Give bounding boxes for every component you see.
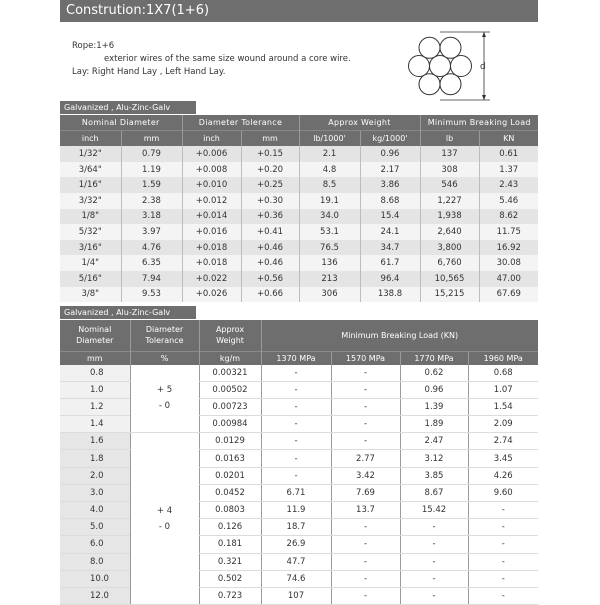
table-cell: 0.0163 xyxy=(199,450,261,467)
table-cell: 0.0129 xyxy=(199,433,261,450)
table-cell: 3/32" xyxy=(60,193,121,209)
table-cell: 1.59 xyxy=(121,177,182,193)
table-cell: 546 xyxy=(420,177,479,193)
table-cell: +0.008 xyxy=(182,162,241,178)
table-cell: 19.1 xyxy=(299,193,360,209)
table-cell: +0.30 xyxy=(241,193,299,209)
table-cell: 9.60 xyxy=(468,484,538,501)
header-approx-weight: Approx Weight xyxy=(299,115,420,131)
table-cell: - xyxy=(331,398,400,415)
table-cell: 5/32" xyxy=(60,224,121,240)
table-cell: 138.8 xyxy=(360,287,420,303)
table-cell: 13.7 xyxy=(331,502,400,519)
unit-cell: 1960 MPa xyxy=(468,351,538,365)
table-cell: 2.38 xyxy=(121,193,182,209)
outer-wire xyxy=(419,37,440,58)
table-cell: - xyxy=(468,570,538,587)
table-cell: 0.181 xyxy=(199,536,261,553)
table-cell: 10.0 xyxy=(60,570,130,587)
table-cell: 26.9 xyxy=(261,536,331,553)
table-row xyxy=(60,146,538,162)
header-min-breaking-load: Minimum Breaking Load xyxy=(420,115,538,131)
table-cell: 3/8" xyxy=(60,287,121,303)
table-cell: 11.75 xyxy=(479,224,538,240)
table-cell: +0.15 xyxy=(241,146,299,162)
table-cell: - xyxy=(261,467,331,484)
table-cell: +0.010 xyxy=(182,177,241,193)
table-cell: 8.68 xyxy=(360,193,420,209)
table-cell: 47.00 xyxy=(479,271,538,287)
table-cell: 1/8" xyxy=(60,209,121,225)
table-cell: 2.09 xyxy=(468,416,538,433)
table-cell: 0.96 xyxy=(400,381,468,398)
table-cell: 4.0 xyxy=(60,502,130,519)
imperial-spec-table xyxy=(60,115,538,302)
table-cell: 6.0 xyxy=(60,536,130,553)
table-cell: 5.0 xyxy=(60,519,130,536)
table-cell: 3/16" xyxy=(60,240,121,256)
table-cell: +0.46 xyxy=(241,255,299,271)
table-cell: - xyxy=(468,519,538,536)
table-cell: - xyxy=(261,450,331,467)
lay-line: Lay: Right Hand Lay , Left Hand Lay. xyxy=(72,67,226,77)
unit-cell: mm xyxy=(60,351,130,365)
table-cell: +0.41 xyxy=(241,224,299,240)
header-diameter-tolerance: Diameter Tolerance xyxy=(130,320,199,351)
table-cell: 1.89 xyxy=(400,416,468,433)
table-cell: - xyxy=(261,365,331,382)
page-title: Constrution:1X7(1+6) xyxy=(60,0,538,22)
unit-cell: 1770 MPa xyxy=(400,351,468,365)
table-cell: 308 xyxy=(420,162,479,178)
table-cell: 3.45 xyxy=(468,450,538,467)
table-cell: 8.5 xyxy=(299,177,360,193)
table1-section-label: Galvanized , Alu-Zinc-Galv xyxy=(60,101,196,114)
table-cell: +0.016 xyxy=(182,224,241,240)
table-cell: 0.96 xyxy=(360,146,420,162)
table-cell: 0.0452 xyxy=(199,484,261,501)
table-cell: 30.08 xyxy=(479,255,538,271)
tolerance-group-cell: + 4 - 0 xyxy=(130,433,199,605)
table-cell: 0.00723 xyxy=(199,398,261,415)
unit-cell: inch xyxy=(60,131,121,147)
table-cell: - xyxy=(261,381,331,398)
table-cell: 15.4 xyxy=(360,209,420,225)
unit-cell: kg/m xyxy=(199,351,261,365)
table-cell: 1,227 xyxy=(420,193,479,209)
units-row xyxy=(60,131,538,147)
table-row xyxy=(60,255,538,271)
table-cell: 3.97 xyxy=(121,224,182,240)
header-approx-weight: Approx Weight xyxy=(199,320,261,351)
table-cell: 3,800 xyxy=(420,240,479,256)
table-cell: 0.502 xyxy=(199,570,261,587)
table-cell: 3.42 xyxy=(331,467,400,484)
table-cell: 1.8 xyxy=(60,450,130,467)
table-cell: 2.0 xyxy=(60,467,130,484)
table-cell: 6,760 xyxy=(420,255,479,271)
table-cell: - xyxy=(331,587,400,604)
table-cell: 0.723 xyxy=(199,587,261,604)
table-cell: 107 xyxy=(261,587,331,604)
table-cell: +0.66 xyxy=(241,287,299,303)
header-diameter-tolerance: Diameter Tolerance xyxy=(182,115,299,131)
table-cell: 0.62 xyxy=(400,365,468,382)
table-cell: 61.7 xyxy=(360,255,420,271)
table-cell: +0.014 xyxy=(182,209,241,225)
outer-wire xyxy=(440,74,461,95)
table-cell: 0.61 xyxy=(479,146,538,162)
table-cell: 2.74 xyxy=(468,433,538,450)
table-cell: +0.012 xyxy=(182,193,241,209)
construction-description xyxy=(72,40,351,79)
table-cell: 67.69 xyxy=(479,287,538,303)
unit-cell: % xyxy=(130,351,199,365)
header-min-breaking-load: Minimum Breaking Load (KN) xyxy=(261,320,538,351)
table-cell: +0.018 xyxy=(182,240,241,256)
table-cell: 137 xyxy=(420,146,479,162)
dimension-label: d xyxy=(480,62,486,72)
table-cell: 1,938 xyxy=(420,209,479,225)
table-cell: - xyxy=(261,433,331,450)
table-cell: 2,640 xyxy=(420,224,479,240)
table-cell: 1.2 xyxy=(60,398,130,415)
table-cell: 0.0201 xyxy=(199,467,261,484)
outer-wire xyxy=(440,37,461,58)
metric-spec-table xyxy=(60,320,538,605)
table-cell: 1.0 xyxy=(60,381,130,398)
table-cell: 34.7 xyxy=(360,240,420,256)
table-cell: - xyxy=(400,519,468,536)
table-cell: - xyxy=(331,381,400,398)
table-cell: 24.1 xyxy=(360,224,420,240)
table-cell: - xyxy=(468,536,538,553)
table-cell: 0.8 xyxy=(60,365,130,382)
table-row xyxy=(60,287,538,303)
table-cell: +0.46 xyxy=(241,240,299,256)
table-cell: 8.62 xyxy=(479,209,538,225)
table-cell: 1.54 xyxy=(468,398,538,415)
table-cell: - xyxy=(468,553,538,570)
table-cell: 6.71 xyxy=(261,484,331,501)
table-cell: 1.4 xyxy=(60,416,130,433)
outer-wire xyxy=(451,56,472,77)
table-cell: 15.42 xyxy=(400,502,468,519)
unit-cell: KN xyxy=(479,131,538,147)
table-cell: - xyxy=(400,553,468,570)
table-cell: 34.0 xyxy=(299,209,360,225)
table-cell: 4.76 xyxy=(121,240,182,256)
unit-cell: kg/1000' xyxy=(360,131,420,147)
table-cell: 306 xyxy=(299,287,360,303)
table-cell: 3.85 xyxy=(400,467,468,484)
table-cell: 2.47 xyxy=(400,433,468,450)
table-row xyxy=(60,209,538,225)
strand-cross-section-diagram xyxy=(400,26,500,106)
table-cell: +0.20 xyxy=(241,162,299,178)
rope-detail: exterior wires of the same size wound around a core wire. xyxy=(104,54,351,64)
table-cell: 5.46 xyxy=(479,193,538,209)
table-cell: - xyxy=(468,502,538,519)
outer-wire xyxy=(409,56,430,77)
table-cell: +0.022 xyxy=(182,271,241,287)
table-cell: 0.00502 xyxy=(199,381,261,398)
table-cell: 1.19 xyxy=(121,162,182,178)
table-cell: +0.56 xyxy=(241,271,299,287)
unit-cell: 1370 MPa xyxy=(261,351,331,365)
table-row xyxy=(60,177,538,193)
table-cell: 0.00984 xyxy=(199,416,261,433)
table-row xyxy=(60,433,538,450)
table-cell: - xyxy=(331,570,400,587)
table-cell: - xyxy=(400,536,468,553)
table-cell: 1.37 xyxy=(479,162,538,178)
table-cell: 15,215 xyxy=(420,287,479,303)
table-cell: 1/32" xyxy=(60,146,121,162)
center-wire xyxy=(430,56,451,77)
table-row xyxy=(60,162,538,178)
table-row xyxy=(60,224,538,240)
unit-cell: lb xyxy=(420,131,479,147)
rope-line: Rope:1+6 xyxy=(72,41,115,51)
table-cell: 3.18 xyxy=(121,209,182,225)
table-cell: 3.12 xyxy=(400,450,468,467)
table-row xyxy=(60,271,538,287)
table-cell: 3.86 xyxy=(360,177,420,193)
table-cell: 4.8 xyxy=(299,162,360,178)
table-cell: - xyxy=(331,433,400,450)
table-cell: +0.006 xyxy=(182,146,241,162)
table-cell: 8.0 xyxy=(60,553,130,570)
table-cell: 4.26 xyxy=(468,467,538,484)
table-cell: - xyxy=(261,398,331,415)
table-cell: 10,565 xyxy=(420,271,479,287)
table-cell: - xyxy=(400,587,468,604)
table-cell: +0.018 xyxy=(182,255,241,271)
table-cell: 16.92 xyxy=(479,240,538,256)
table-cell: - xyxy=(331,553,400,570)
table-cell: 6.35 xyxy=(121,255,182,271)
table-cell: 2.1 xyxy=(299,146,360,162)
table-cell: 12.0 xyxy=(60,587,130,604)
table-cell: 7.69 xyxy=(331,484,400,501)
table-cell: 2.17 xyxy=(360,162,420,178)
table-cell: - xyxy=(331,416,400,433)
outer-wire xyxy=(419,74,440,95)
units-row xyxy=(60,351,538,365)
table-cell: - xyxy=(468,587,538,604)
table-cell: 2.43 xyxy=(479,177,538,193)
table-cell: 3/64" xyxy=(60,162,121,178)
table-cell: 1.39 xyxy=(400,398,468,415)
table-cell: 0.0803 xyxy=(199,502,261,519)
table-cell: 96.4 xyxy=(360,271,420,287)
table-cell: - xyxy=(331,365,400,382)
tolerance-group-cell: + 5 - 0 xyxy=(130,365,199,433)
table-cell: 0.68 xyxy=(468,365,538,382)
unit-cell: inch xyxy=(182,131,241,147)
table-cell: 53.1 xyxy=(299,224,360,240)
unit-cell: lb/1000' xyxy=(299,131,360,147)
table-cell: 3.0 xyxy=(60,484,130,501)
header-nominal-diameter: Nominal Diameter xyxy=(60,115,182,131)
table-cell: - xyxy=(331,536,400,553)
table-cell: 18.7 xyxy=(261,519,331,536)
table-cell: 5/16" xyxy=(60,271,121,287)
table-row xyxy=(60,240,538,256)
table-cell: - xyxy=(261,416,331,433)
unit-cell: 1570 MPa xyxy=(331,351,400,365)
table-cell: +0.36 xyxy=(241,209,299,225)
table-cell: 9.53 xyxy=(121,287,182,303)
table-cell: 136 xyxy=(299,255,360,271)
table-cell: 11.9 xyxy=(261,502,331,519)
table-cell: 1/16" xyxy=(60,177,121,193)
table-cell: +0.026 xyxy=(182,287,241,303)
table-cell: 1.07 xyxy=(468,381,538,398)
table-cell: 1/4" xyxy=(60,255,121,271)
table-cell: 0.00321 xyxy=(199,365,261,382)
table-cell: - xyxy=(331,519,400,536)
table2-section-label: Galvanized , Alu-Zinc-Galv xyxy=(60,306,196,319)
table-cell: 74.6 xyxy=(261,570,331,587)
table-cell: - xyxy=(400,570,468,587)
table-cell: 7.94 xyxy=(121,271,182,287)
table-cell: 213 xyxy=(299,271,360,287)
table-cell: 8.67 xyxy=(400,484,468,501)
table-row xyxy=(60,365,538,382)
header-nominal-diameter: Nominal Diameter xyxy=(60,320,130,351)
table-row xyxy=(60,193,538,209)
table-cell: 76.5 xyxy=(299,240,360,256)
table-cell: 0.79 xyxy=(121,146,182,162)
unit-cell: mm xyxy=(241,131,299,147)
unit-cell: mm xyxy=(121,131,182,147)
table-cell: 0.126 xyxy=(199,519,261,536)
table-cell: +0.25 xyxy=(241,177,299,193)
table-cell: 0.321 xyxy=(199,553,261,570)
table-cell: 2.77 xyxy=(331,450,400,467)
table-cell: 47.7 xyxy=(261,553,331,570)
table-cell: 1.6 xyxy=(60,433,130,450)
